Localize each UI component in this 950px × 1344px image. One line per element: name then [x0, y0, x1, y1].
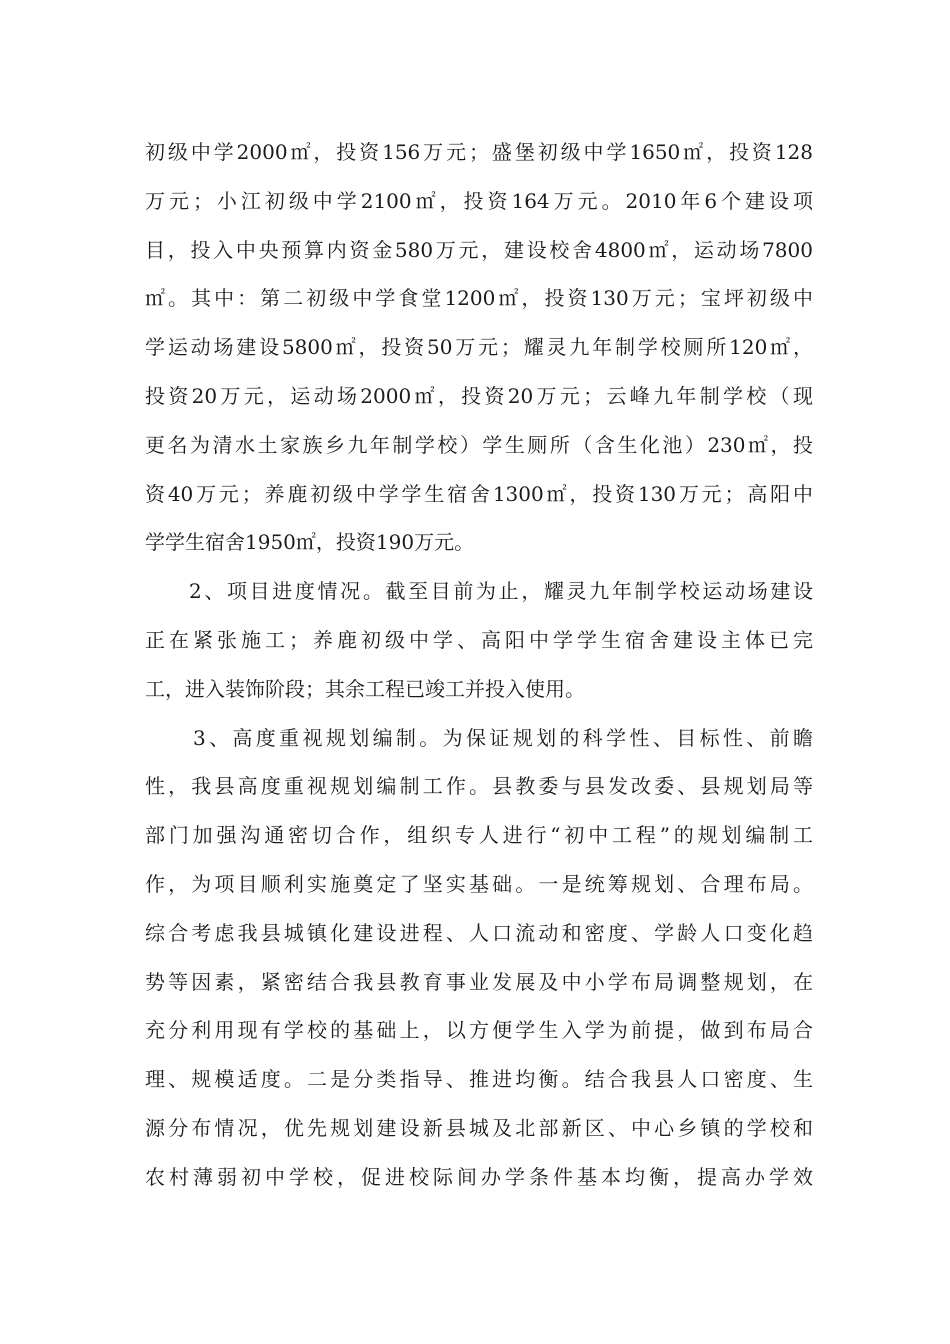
text-line: 初级中学2000㎡，投资156万元；盛堡初级中学1650㎡，投资128 [145, 140, 813, 164]
text-line: 势等因素，紧密结合我县教育事业发展及中小学布局调整规划，在 [145, 969, 813, 994]
text-line: 学运动场建设5800㎡，投资50万元；耀灵九年制学校厕所120㎡， [145, 335, 813, 360]
text-line: 理、规模适度。二是分类指导、推进均衡。结合我县人口密度、生 [145, 1067, 813, 1092]
paragraph-start-line: 3、高度重视规划编制。为保证规划的科学性、目标性、前瞻 [193, 725, 813, 750]
text-line: 充分利用现有学校的基础上，以方便学生入学为前提，做到布局合 [145, 1018, 813, 1043]
paragraph-start-line: 2、项目进度情况。截至目前为止，耀灵九年制学校运动场建设 [189, 579, 813, 604]
text-line: 性，我县高度重视规划编制工作。县教委与县发改委、县规划局等 [145, 774, 813, 799]
text-line: 资40万元；养鹿初级中学学生宿舍1300㎡，投资130万元；高阳中 [145, 481, 813, 506]
text-line: 农村薄弱初中学校，促进校际间办学条件基本均衡，提高办学效 [145, 1164, 813, 1189]
text-line: 正在紧张施工；养鹿初级中学、高阳中学学生宿舍建设主体已完 [145, 627, 813, 652]
text-line: 目，投入中央预算内资金580万元，建设校舍4800㎡，运动场7800 [145, 237, 813, 262]
text-line: 作，为项目顺利实施奠定了坚实基础。一是统筹规划、合理布局。 [145, 871, 813, 896]
text-line: 万元；小江初级中学2100㎡，投资164万元。2010年6个建设项 [145, 188, 813, 213]
body-text [145, 128, 813, 1202]
text-line: 综合考虑我县城镇化建设进程、人口流动和密度、学龄人口变化趋 [145, 920, 813, 945]
text-line: 学学生宿舍1950㎡，投资190万元。 [145, 530, 475, 555]
text-line: 工，进入装饰阶段；其余工程已竣工并投入使用。 [145, 676, 585, 701]
text-line: 投资20万元，运动场2000㎡，投资20万元；云峰九年制学校（现 [145, 383, 813, 408]
text-line: 部门加强沟通密切合作，组织专人进行“初中工程”的规划编制工 [145, 823, 813, 848]
text-line: 更名为清水土家族乡九年制学校）学生厕所（含生化池）230㎡，投 [145, 432, 813, 457]
text-line: ㎡。其中：第二初级中学食堂1200㎡，投资130万元；宝坪初级中 [145, 286, 813, 311]
text-line: 源分布情况，优先规划建设新县城及北部新区、中心乡镇的学校和 [145, 1115, 813, 1140]
